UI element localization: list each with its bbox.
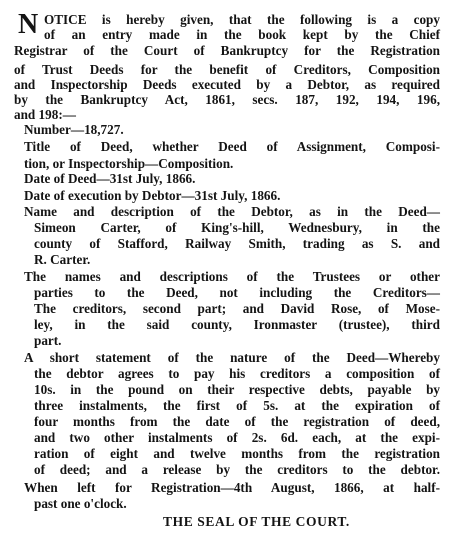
- court-seal-signature: THE SEAL OF THE COURT.: [163, 514, 350, 529]
- notice-line: county of Stafford, Railway Smith, trading as S. and: [34, 236, 440, 251]
- notice-line: and 198:—: [14, 107, 76, 122]
- notice-line: ration of eight and twelve months from the registration: [34, 446, 440, 461]
- notice-line: and two other instalments of 2s. 6d. each, at the expi-: [34, 430, 440, 445]
- notice-line: four months from the date of the registration of deed,: [34, 414, 440, 429]
- notice-line: OTICE is hereby given, that the following is a copy: [44, 12, 440, 27]
- notice-line: of an entry made in the book kept by the Chief: [44, 27, 440, 42]
- notice-line: When left for Registration—4th August, 1866, at half-: [24, 480, 440, 495]
- notice-line: Number—18,727.: [24, 122, 124, 137]
- notice-line: past one o'clock.: [34, 496, 127, 511]
- drop-cap: N: [18, 9, 39, 40]
- notice-line: 10s. in the pound on their respective debts, payable by: [34, 382, 440, 397]
- notice-line: parties to the Deed, not including the Creditors—: [34, 285, 440, 300]
- notice-line: part.: [34, 333, 62, 348]
- notice-line: tion, or Inspectorship—Composition.: [24, 156, 234, 171]
- notice-line: Date of Deed—31st July, 1866.: [24, 171, 196, 186]
- notice-line: Title of Deed, whether Deed of Assignment, Composi-: [24, 139, 440, 154]
- notice-line: R. Carter.: [34, 252, 91, 267]
- notice-line: the debtor agrees to pay his creditors a composition of: [34, 366, 440, 381]
- notice-line: by the Bankruptcy Act, 1861, secs. 187, 192, 194, 196,: [14, 92, 440, 107]
- notice-line: of Trust Deeds for the benefit of Creditors, Composition: [14, 62, 440, 77]
- notice-line: The names and descriptions of the Trustees or other: [24, 269, 440, 284]
- notice-line: Name and description of the Debtor, as in the Deed—: [24, 204, 440, 219]
- notice-line: The creditors, second part; and David Rose, of Mose-: [34, 301, 440, 316]
- notice-line: Simeon Carter, of King's-hill, Wednesbury, in the: [34, 220, 440, 235]
- notice-line: and Inspectorship Deeds executed by a Debtor, as required: [14, 77, 440, 92]
- notice-line: Registrar of the Court of Bankruptcy for the Registration: [14, 43, 440, 58]
- notice-line: A short statement of the nature of the Deed—Whereby: [24, 350, 440, 365]
- notice-line: of deed; and a release by the creditors to the debtor.: [34, 462, 440, 477]
- notice-line: ley, in the said county, Ironmaster (trustee), third: [34, 317, 440, 332]
- notice-line: Date of execution by Debtor—31st July, 1866.: [24, 188, 281, 203]
- notice-line: three instalments, the first of 5s. at the expiration of: [34, 398, 440, 413]
